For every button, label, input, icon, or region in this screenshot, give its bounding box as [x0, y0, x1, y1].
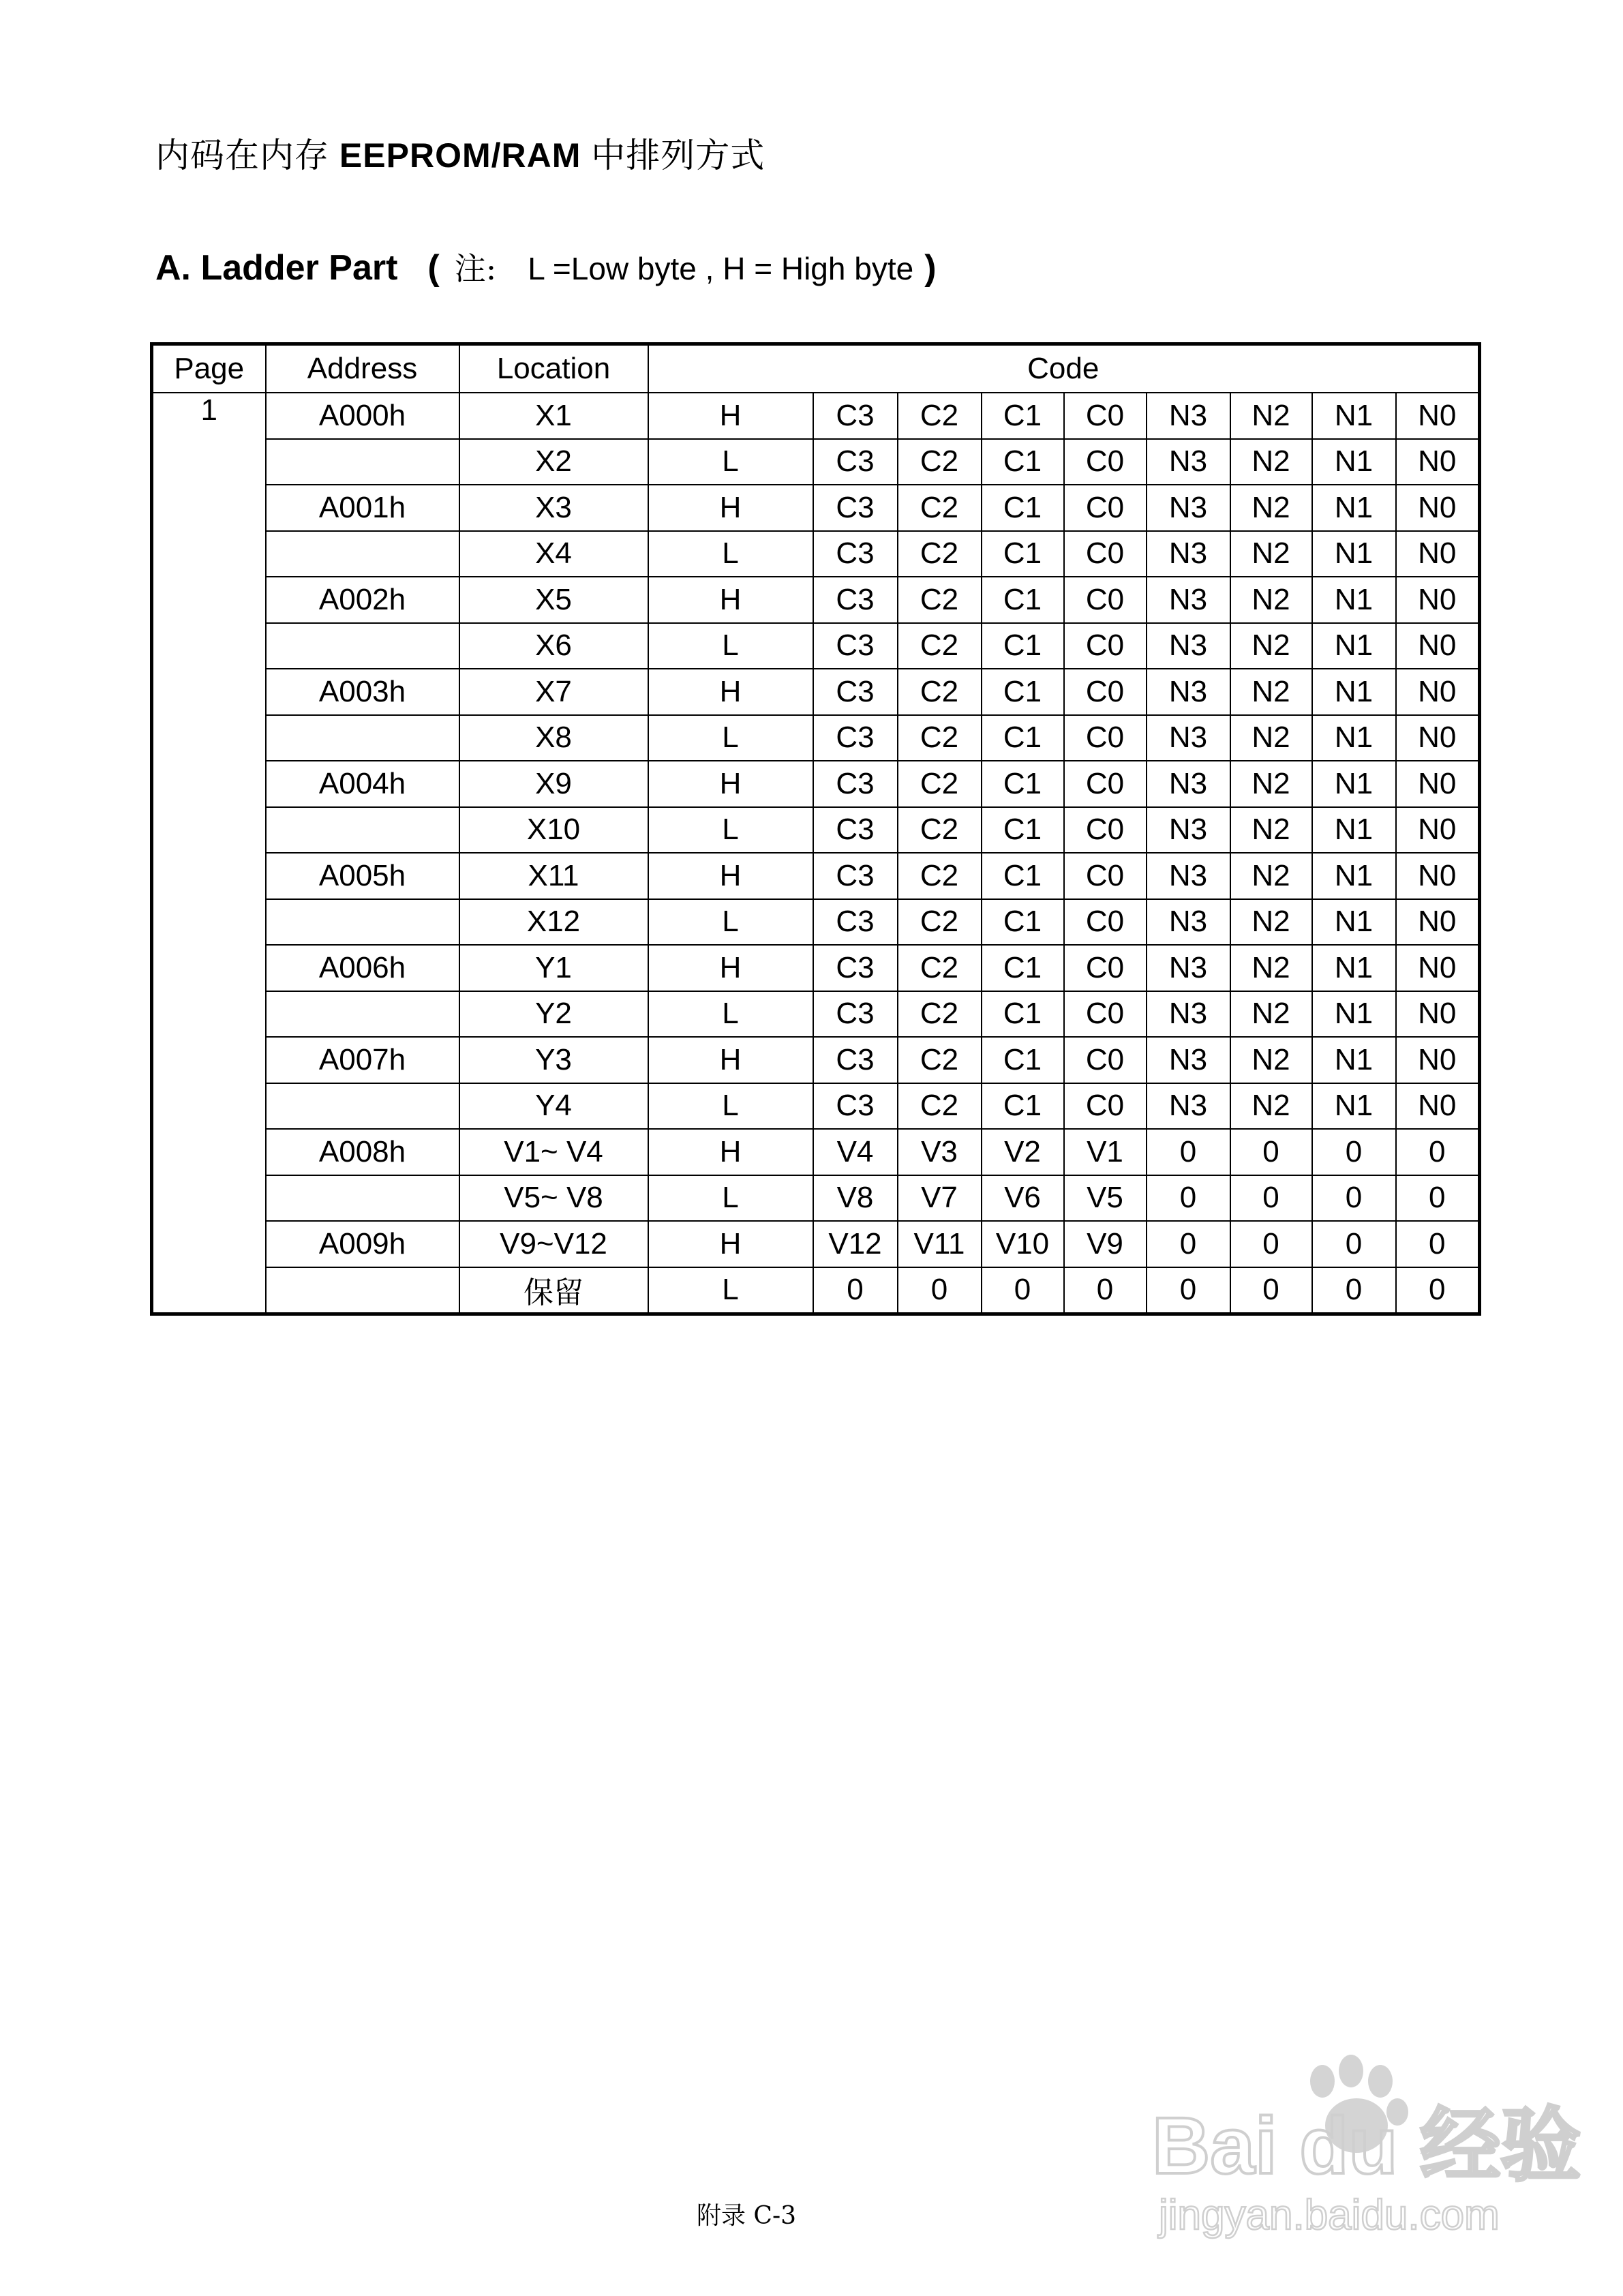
code-bit-cell: N0 — [1396, 715, 1480, 761]
code-bit-cell: C3 — [813, 853, 898, 899]
address-cell — [266, 623, 459, 669]
address-cell: A006h — [266, 945, 459, 991]
code-bit-cell: 0 — [1312, 1267, 1396, 1314]
code-bit-cell: N0 — [1396, 577, 1480, 623]
code-bit-cell: N0 — [1396, 1083, 1480, 1130]
code-bit-cell: C1 — [982, 623, 1064, 669]
code-bit-cell: C0 — [1064, 623, 1147, 669]
byte-cell: L — [648, 991, 813, 1038]
eeprom-code-table — [150, 342, 1481, 1316]
code-bit-cell: N0 — [1396, 439, 1480, 485]
code-bit-cell: V6 — [982, 1175, 1064, 1222]
code-bit-cell: N3 — [1147, 715, 1230, 761]
code-bit-cell: N1 — [1312, 623, 1396, 669]
paren-close: ) — [924, 248, 937, 288]
code-bit-cell: 0 — [1396, 1175, 1480, 1222]
code-bit-cell: N3 — [1147, 439, 1230, 485]
address-cell: A002h — [266, 577, 459, 623]
code-bit-cell: C0 — [1064, 485, 1147, 531]
table-row — [152, 1267, 1480, 1314]
address-cell — [266, 1175, 459, 1222]
code-bit-cell: C3 — [813, 945, 898, 991]
code-bit-cell: 0 — [1396, 1267, 1480, 1314]
code-bit-cell: N3 — [1147, 761, 1230, 807]
watermark-url: jingyan.baidu.com — [1159, 2192, 1500, 2239]
byte-cell: H — [648, 945, 813, 991]
code-bit-cell: C1 — [982, 945, 1064, 991]
code-bit-cell: 0 — [1396, 1221, 1480, 1267]
code-bit-cell: N0 — [1396, 393, 1480, 439]
code-bit-cell: V2 — [982, 1129, 1064, 1175]
code-bit-cell: N2 — [1230, 485, 1312, 531]
byte-cell: L — [648, 1267, 813, 1314]
title-bold: EEPROM/RAM — [339, 136, 581, 175]
code-bit-cell: C0 — [1064, 577, 1147, 623]
table-row — [152, 1175, 1480, 1222]
code-bit-cell: C1 — [982, 1083, 1064, 1130]
code-bit-cell: 0 — [1064, 1267, 1147, 1314]
code-bit-cell: N1 — [1312, 531, 1396, 577]
address-cell — [266, 1267, 459, 1314]
code-bit-cell: 0 — [1147, 1175, 1230, 1222]
code-bit-cell: V9 — [1064, 1221, 1147, 1267]
table-row — [152, 1083, 1480, 1130]
code-bit-cell: C3 — [813, 439, 898, 485]
location-cell: Y1 — [459, 945, 648, 991]
code-bit-cell: C1 — [982, 715, 1064, 761]
byte-cell: H — [648, 1221, 813, 1267]
location-cell: X7 — [459, 669, 648, 715]
byte-cell: H — [648, 577, 813, 623]
code-bit-cell: N0 — [1396, 485, 1480, 531]
code-bit-cell: N1 — [1312, 485, 1396, 531]
code-bit-cell: 0 — [1312, 1221, 1396, 1267]
code-bit-cell: N1 — [1312, 669, 1396, 715]
code-bit-cell: N1 — [1312, 439, 1396, 485]
location-cell: V5~ V8 — [459, 1175, 648, 1222]
location-cell: X8 — [459, 715, 648, 761]
address-cell — [266, 439, 459, 485]
table-row — [152, 991, 1480, 1038]
title-part1: 内码在内存 — [155, 136, 339, 175]
code-bit-cell: C2 — [898, 1037, 982, 1083]
code-bit-cell: C0 — [1064, 669, 1147, 715]
location-cell: X11 — [459, 853, 648, 899]
code-bit-cell: V7 — [898, 1175, 982, 1222]
code-bit-cell: N3 — [1147, 623, 1230, 669]
location-cell: V9~V12 — [459, 1221, 648, 1267]
location-cell: X6 — [459, 623, 648, 669]
code-bit-cell: N3 — [1147, 853, 1230, 899]
code-bit-cell: C1 — [982, 669, 1064, 715]
code-bit-cell: C0 — [1064, 991, 1147, 1038]
code-bit-cell: N0 — [1396, 1037, 1480, 1083]
code-bit-cell: N0 — [1396, 531, 1480, 577]
header-address: Address — [266, 344, 459, 393]
code-bit-cell: N0 — [1396, 991, 1480, 1038]
address-cell — [266, 899, 459, 946]
code-bit-cell: C1 — [982, 853, 1064, 899]
code-bit-cell: C2 — [898, 853, 982, 899]
code-bit-cell: C1 — [982, 439, 1064, 485]
code-bit-cell: V1 — [1064, 1129, 1147, 1175]
byte-cell: L — [648, 439, 813, 485]
code-bit-cell: N1 — [1312, 715, 1396, 761]
code-bit-cell: C1 — [982, 577, 1064, 623]
code-bit-cell: N1 — [1312, 1083, 1396, 1130]
byte-cell: H — [648, 1129, 813, 1175]
note-label: 注: — [454, 250, 497, 287]
address-cell: A007h — [266, 1037, 459, 1083]
note — [455, 251, 913, 286]
location-cell: Y4 — [459, 1083, 648, 1130]
byte-cell: H — [648, 485, 813, 531]
code-bit-cell: N2 — [1230, 945, 1312, 991]
code-bit-cell: C2 — [898, 991, 982, 1038]
byte-cell: L — [648, 1083, 813, 1130]
code-bit-cell: 0 — [1312, 1129, 1396, 1175]
code-bit-cell: C0 — [1064, 1037, 1147, 1083]
code-bit-cell: C1 — [982, 761, 1064, 807]
code-bit-cell: C2 — [898, 531, 982, 577]
code-bit-cell: N0 — [1396, 761, 1480, 807]
code-bit-cell: 0 — [813, 1267, 898, 1314]
code-bit-cell: N1 — [1312, 853, 1396, 899]
address-cell: A005h — [266, 853, 459, 899]
address-cell — [266, 715, 459, 761]
table-row — [152, 1129, 1480, 1175]
code-bit-cell: C1 — [982, 899, 1064, 946]
location-cell: X5 — [459, 577, 648, 623]
code-bit-cell: C2 — [898, 1083, 982, 1130]
code-bit-cell: C0 — [1064, 531, 1147, 577]
code-bit-cell: N2 — [1230, 715, 1312, 761]
code-bit-cell: C3 — [813, 669, 898, 715]
byte-cell: H — [648, 669, 813, 715]
address-cell: A003h — [266, 669, 459, 715]
watermark-brand: Bai du 经验 — [1152, 2101, 1581, 2191]
page-title — [155, 128, 765, 177]
byte-cell: H — [648, 1037, 813, 1083]
table-row — [152, 577, 1480, 623]
code-bit-cell: 0 — [1147, 1129, 1230, 1175]
code-bit-cell: N2 — [1230, 393, 1312, 439]
code-bit-cell: C2 — [898, 485, 982, 531]
code-bit-cell: C2 — [898, 899, 982, 946]
page-footer: 附录 C-3 — [696, 2202, 797, 2230]
byte-cell: L — [648, 623, 813, 669]
code-bit-cell: C3 — [813, 623, 898, 669]
section-title: A. Ladder Part — [155, 248, 398, 288]
code-bit-cell: C0 — [1064, 715, 1147, 761]
code-bit-cell: C2 — [898, 761, 982, 807]
code-bit-cell: N0 — [1396, 945, 1480, 991]
code-bit-cell: N3 — [1147, 1037, 1230, 1083]
code-bit-cell: C1 — [982, 807, 1064, 854]
code-bit-cell: C3 — [813, 485, 898, 531]
code-bit-cell: C2 — [898, 669, 982, 715]
location-cell: X1 — [459, 393, 648, 439]
code-bit-cell: C3 — [813, 1037, 898, 1083]
location-cell: X4 — [459, 531, 648, 577]
code-bit-cell: N3 — [1147, 1083, 1230, 1130]
code-bit-cell: C0 — [1064, 899, 1147, 946]
code-bit-cell: C1 — [982, 531, 1064, 577]
table-row — [152, 899, 1480, 946]
code-bit-cell: C3 — [813, 577, 898, 623]
code-bit-cell: N1 — [1312, 945, 1396, 991]
address-cell — [266, 531, 459, 577]
code-bit-cell: N1 — [1312, 393, 1396, 439]
table-row — [152, 531, 1480, 577]
code-bit-cell: C3 — [813, 393, 898, 439]
code-bit-cell: C0 — [1064, 761, 1147, 807]
code-bit-cell: C0 — [1064, 393, 1147, 439]
code-bit-cell: N1 — [1312, 761, 1396, 807]
location-cell: 保留 — [459, 1267, 648, 1314]
code-bit-cell: C2 — [898, 807, 982, 854]
code-bit-cell: C1 — [982, 393, 1064, 439]
address-cell: A001h — [266, 485, 459, 531]
code-bit-cell: C0 — [1064, 1083, 1147, 1130]
table-row — [152, 623, 1480, 669]
code-bit-cell: C0 — [1064, 807, 1147, 854]
byte-cell: H — [648, 393, 813, 439]
table-row — [152, 485, 1480, 531]
code-bit-cell: N3 — [1147, 531, 1230, 577]
location-cell: X10 — [459, 807, 648, 854]
code-bit-cell: N0 — [1396, 853, 1480, 899]
code-bit-cell: V4 — [813, 1129, 898, 1175]
table-row — [152, 439, 1480, 485]
code-bit-cell: C1 — [982, 1037, 1064, 1083]
code-bit-cell: 0 — [1230, 1221, 1312, 1267]
code-bit-cell: N3 — [1147, 577, 1230, 623]
code-bit-cell: N2 — [1230, 1083, 1312, 1130]
paren-open: ( — [427, 248, 440, 288]
code-bit-cell: N1 — [1312, 807, 1396, 854]
code-bit-cell: C2 — [898, 393, 982, 439]
header-page: Page — [152, 344, 266, 393]
code-bit-cell: N0 — [1396, 623, 1480, 669]
code-bit-cell: N3 — [1147, 991, 1230, 1038]
code-bit-cell: N1 — [1312, 899, 1396, 946]
byte-cell: H — [648, 853, 813, 899]
code-bit-cell: C1 — [982, 485, 1064, 531]
code-bit-cell: 0 — [1230, 1267, 1312, 1314]
code-bit-cell: N3 — [1147, 393, 1230, 439]
code-bit-cell: N2 — [1230, 991, 1312, 1038]
table-row — [152, 1037, 1480, 1083]
section-heading — [155, 244, 937, 289]
header-row — [152, 344, 1480, 393]
location-cell: X2 — [459, 439, 648, 485]
code-bit-cell: N1 — [1312, 991, 1396, 1038]
table-row — [152, 393, 1480, 439]
code-bit-cell: 0 — [1396, 1129, 1480, 1175]
code-bit-cell: C0 — [1064, 439, 1147, 485]
byte-cell: L — [648, 807, 813, 854]
address-cell: A009h — [266, 1221, 459, 1267]
code-bit-cell: 0 — [1147, 1267, 1230, 1314]
table-row — [152, 807, 1480, 854]
location-cell: X9 — [459, 761, 648, 807]
address-cell: A008h — [266, 1129, 459, 1175]
code-bit-cell: N2 — [1230, 853, 1312, 899]
byte-cell: L — [648, 531, 813, 577]
byte-cell: L — [648, 899, 813, 946]
address-cell — [266, 1083, 459, 1130]
table-row — [152, 945, 1480, 991]
page-cell: 1 — [152, 393, 266, 1314]
code-bit-cell: V8 — [813, 1175, 898, 1222]
code-bit-cell: 0 — [982, 1267, 1064, 1314]
code-bit-cell: C3 — [813, 991, 898, 1038]
code-bit-cell: C2 — [898, 577, 982, 623]
code-bit-cell: V11 — [898, 1221, 982, 1267]
location-cell: Y2 — [459, 991, 648, 1038]
code-bit-cell: 0 — [1230, 1175, 1312, 1222]
code-bit-cell: C3 — [813, 899, 898, 946]
location-cell: X3 — [459, 485, 648, 531]
code-bit-cell: C0 — [1064, 853, 1147, 899]
location-cell: Y3 — [459, 1037, 648, 1083]
table-row — [152, 761, 1480, 807]
note-text: L =Low byte , H = High byte — [528, 251, 914, 286]
code-bit-cell: N2 — [1230, 623, 1312, 669]
code-bit-cell: C2 — [898, 715, 982, 761]
baidu-jingyan-watermark — [1152, 2051, 1581, 2248]
table-row — [152, 669, 1480, 715]
table-row — [152, 853, 1480, 899]
code-bit-cell: N3 — [1147, 899, 1230, 946]
code-bit-cell: N2 — [1230, 761, 1312, 807]
byte-cell: H — [648, 761, 813, 807]
code-bit-cell: N0 — [1396, 807, 1480, 854]
code-bit-cell: N0 — [1396, 899, 1480, 946]
code-bit-cell: N2 — [1230, 669, 1312, 715]
code-bit-cell: 0 — [1147, 1221, 1230, 1267]
code-bit-cell: C3 — [813, 761, 898, 807]
code-bit-cell: N0 — [1396, 669, 1480, 715]
table-row — [152, 1221, 1480, 1267]
code-bit-cell: N2 — [1230, 531, 1312, 577]
code-bit-cell: 0 — [898, 1267, 982, 1314]
byte-cell: L — [648, 715, 813, 761]
code-bit-cell: N3 — [1147, 945, 1230, 991]
code-bit-cell: 0 — [1230, 1129, 1312, 1175]
code-bit-cell: N2 — [1230, 439, 1312, 485]
code-bit-cell: C2 — [898, 945, 982, 991]
code-bit-cell: N1 — [1312, 1037, 1396, 1083]
code-bit-cell: 0 — [1312, 1175, 1396, 1222]
address-cell — [266, 991, 459, 1038]
code-bit-cell: N3 — [1147, 485, 1230, 531]
table-row — [152, 715, 1480, 761]
code-bit-cell: C1 — [982, 991, 1064, 1038]
address-cell: A004h — [266, 761, 459, 807]
code-bit-cell: N3 — [1147, 807, 1230, 854]
code-bit-cell: V5 — [1064, 1175, 1147, 1222]
code-bit-cell: N2 — [1230, 577, 1312, 623]
code-bit-cell: N2 — [1230, 1037, 1312, 1083]
address-cell: A000h — [266, 393, 459, 439]
code-bit-cell: N2 — [1230, 899, 1312, 946]
address-cell — [266, 807, 459, 854]
header-location: Location — [459, 344, 648, 393]
location-cell: X12 — [459, 899, 648, 946]
code-bit-cell: N3 — [1147, 669, 1230, 715]
code-bit-cell: V3 — [898, 1129, 982, 1175]
code-bit-cell: C3 — [813, 715, 898, 761]
title-part2: 中排列方式 — [581, 136, 765, 175]
code-bit-cell: C0 — [1064, 945, 1147, 991]
code-bit-cell: C3 — [813, 1083, 898, 1130]
code-bit-cell: C3 — [813, 531, 898, 577]
byte-cell: L — [648, 1175, 813, 1222]
code-bit-cell: C2 — [898, 623, 982, 669]
code-bit-cell: C3 — [813, 807, 898, 854]
location-cell: V1~ V4 — [459, 1129, 648, 1175]
header-code: Code — [648, 344, 1480, 393]
code-bit-cell: N2 — [1230, 807, 1312, 854]
code-bit-cell: V10 — [982, 1221, 1064, 1267]
table-body — [152, 393, 1480, 1314]
code-bit-cell: V12 — [813, 1221, 898, 1267]
code-bit-cell: N1 — [1312, 577, 1396, 623]
code-bit-cell: C2 — [898, 439, 982, 485]
